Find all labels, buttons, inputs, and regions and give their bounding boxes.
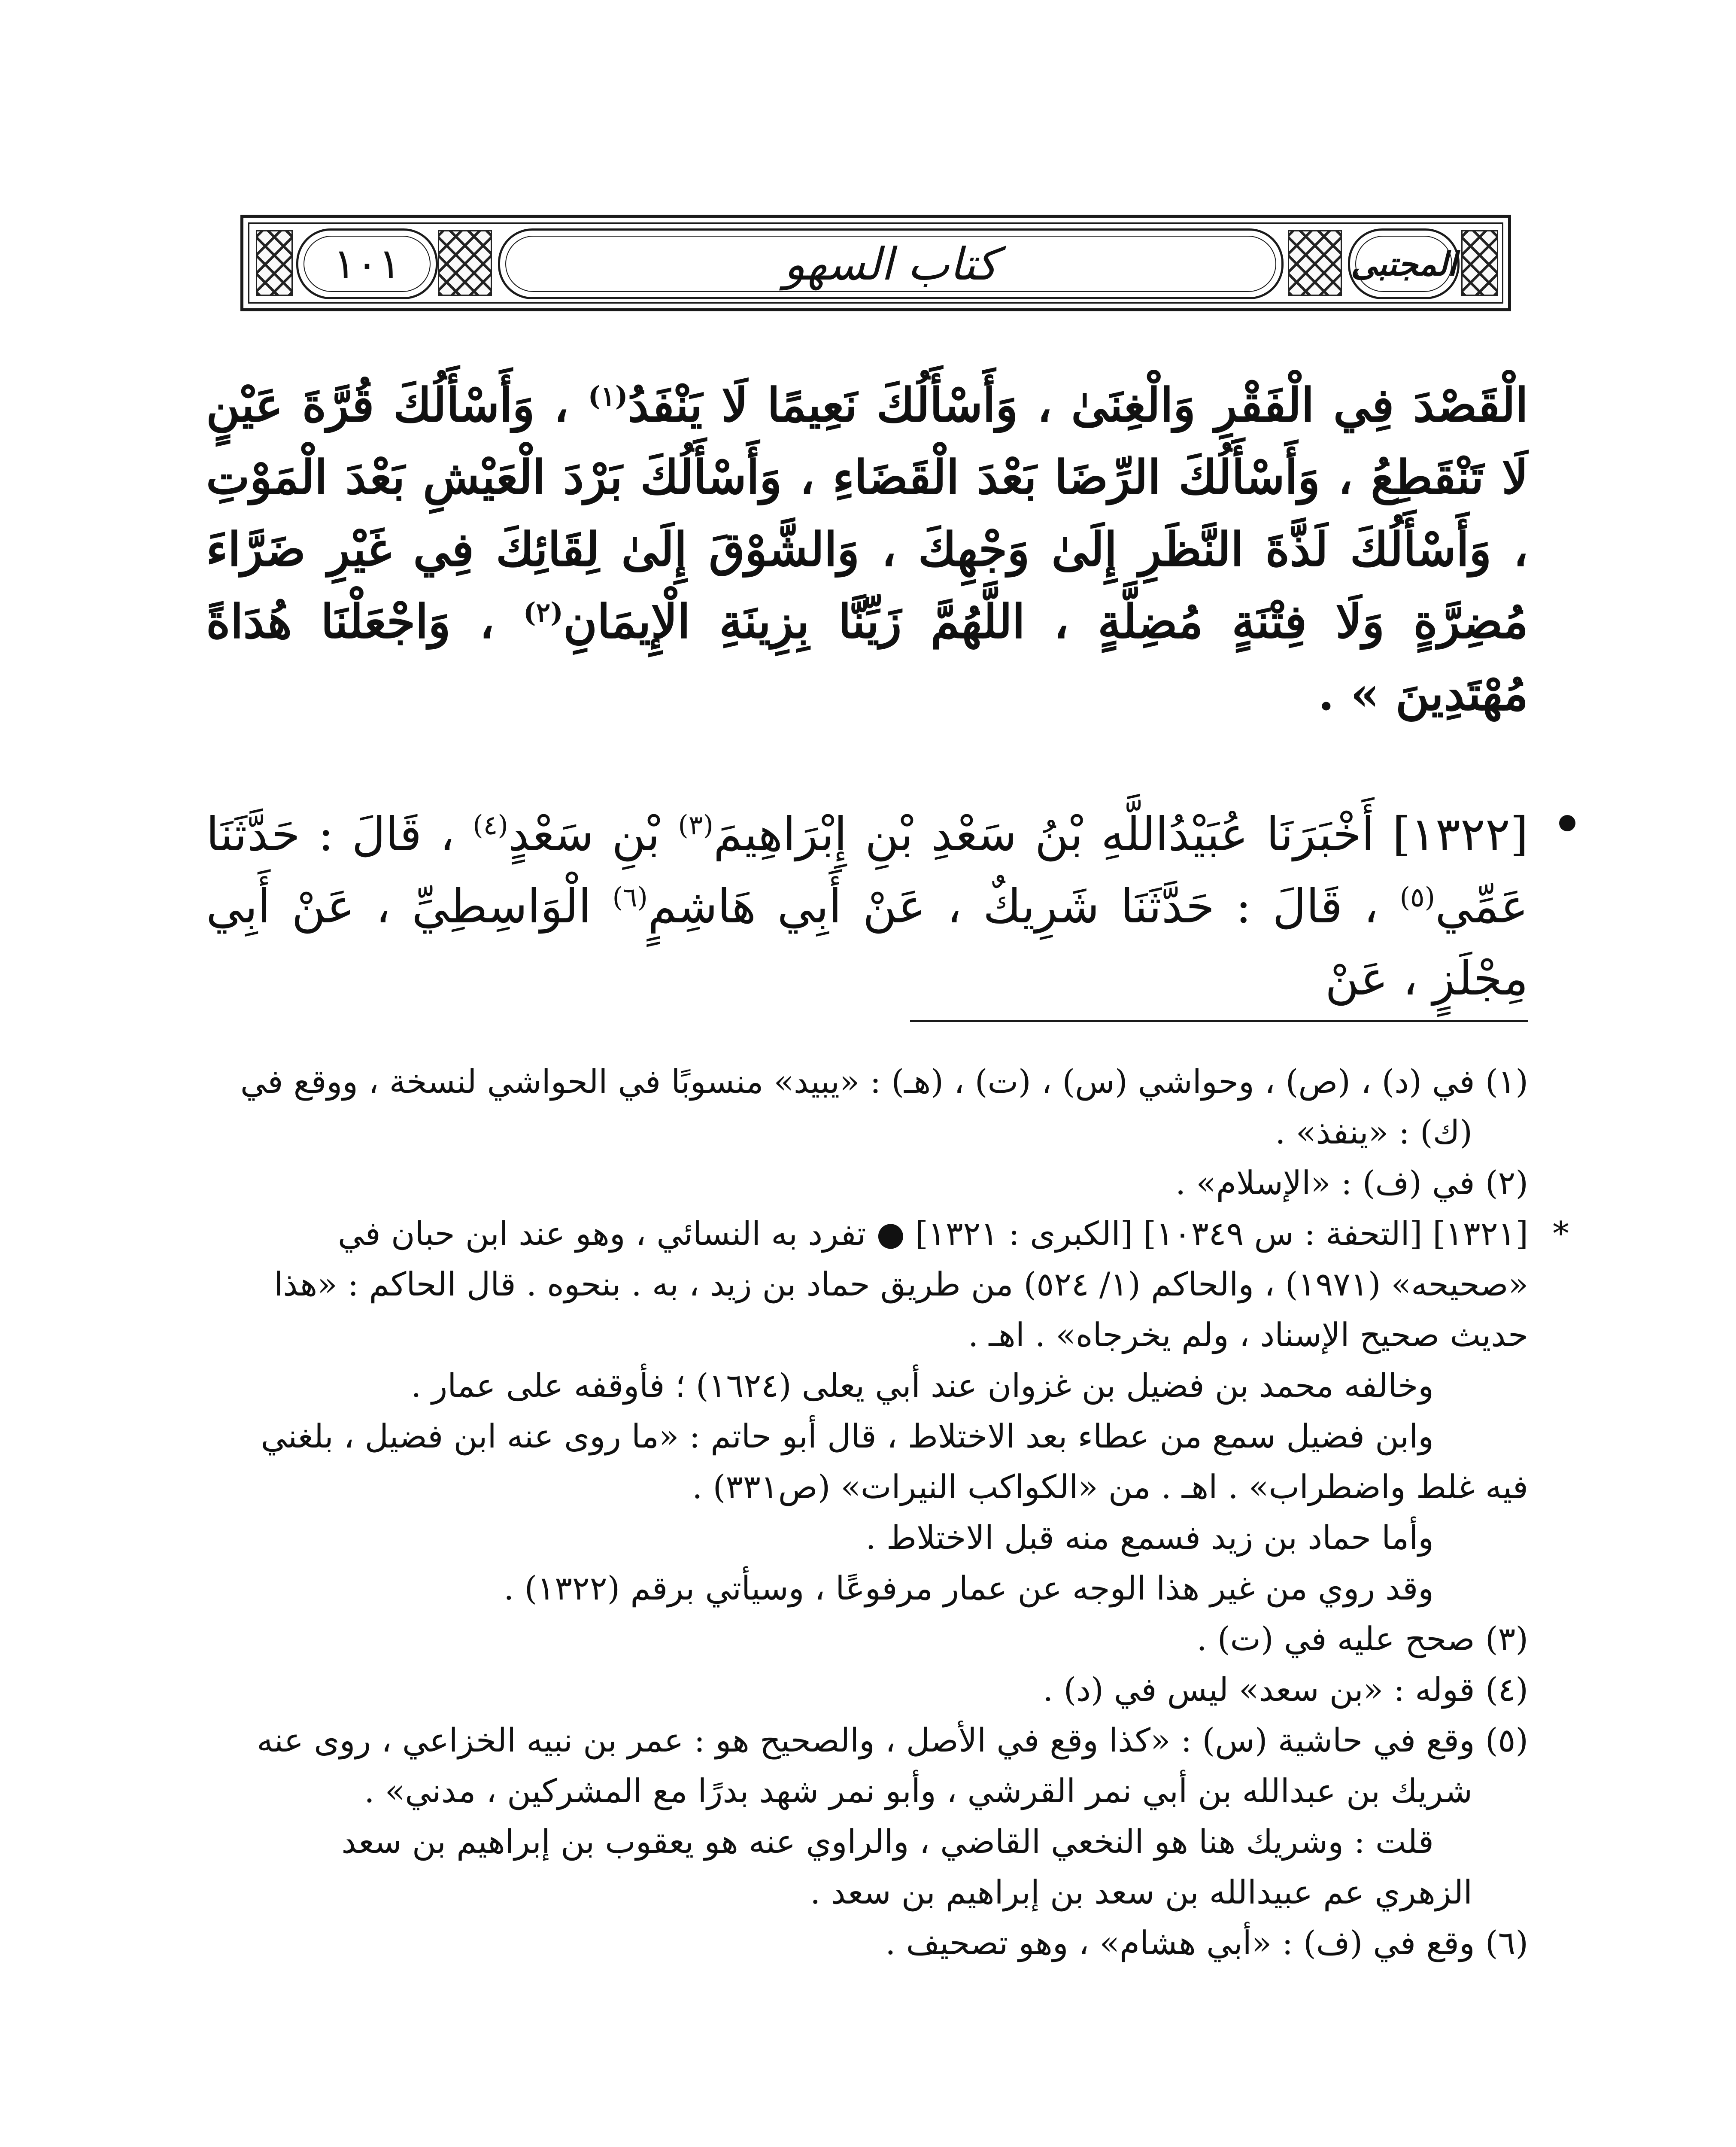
footnote-5-comment-continued: الزهري عم عبيدالله بن سعد بن إبراهيم بن سعد . [810, 1873, 1472, 1911]
footnote-5-comment: قلت : وشريك هنا هو النخعي القاضي ، والراوي عنه هو يعقوب بن إبراهيم بن سعد [341, 1822, 1434, 1861]
running-title-cartouche [498, 228, 1284, 299]
star-icon: * [1553, 1214, 1569, 1253]
ornament-pattern-right [1461, 230, 1498, 296]
hadith-number: [١٣٢٢] [1392, 808, 1528, 861]
hadith-1322: [١٣٢٢] أَخْبَرَنَا عُبَيْدُاللَّهِ بْنُ سَعْدِ بْنِ إِبْرَاهِيمَ$^{(٣)}$ بْنِ سَعْدٍ$^{(٤)}$ ، قَالَ : حَدَّثَنَا عَمِّي$^{(٥)}$ ، قَالَ : حَدَّثَنَا شَرِيكٌ ، عَنْ أَبِي هَاشِمٍ$^{(٦)}$ الْوَاسِطِيِّ ، عَنْ أَبِي مِجْلَزٍ ، عَنْ [206, 799, 1528, 1015]
footnote-1: (١) في (د) ، (ص) ، وحواشي (س) ، (ت) ، (هـ) : «يبيد» منسوبًا في الحواشي لنسخة ، ووقع في [240, 1062, 1528, 1101]
footnote-ref-5: (٥) [1399, 882, 1436, 913]
takhrij-line: وابن فضيل سمع من عطاء بعد الاختلاط ، قال أبو حاتم : «ما روى عنه ابن فضيل ، بلغني [261, 1417, 1434, 1455]
footnote-ref-3: (٣) [678, 809, 713, 841]
footnote-2: (٢) في (ف) : «الإسلام» . [1175, 1164, 1528, 1202]
footnotes [202, 1056, 1569, 2147]
hadith-1321-continuation: الْقَصْدَ فِي الْفَقْرِ وَالْغِنَىٰ ، وَأَسْأَلُكَ نَعِيمًا لَا يَنْفَدُ$^{(١)}$ ، وَأَسْأَلُكَ قُرَّةَ عَيْنٍ لَا تَنْقَطِعُ ، وَأَسْأَلُكَ الرِّضَا بَعْدَ الْقَضَاءِ ، وَأَسْأَلُكَ بَرْدَ الْعَيْشِ بَعْدَ الْمَوْتِ ، وَأَسْأَلُكَ لَذَّةَ النَّظَرِ إِلَىٰ وَجْهِكَ ، وَالشَّوْقَ إِلَىٰ لِقَائِكَ فِي غَيْرِ ضَرَّاءَ مُضِرَّةٍ وَلَا فِتْنَةٍ مُضِلَّةٍ ، اللَّهُمَّ زَيِّنَّا بِزِينَةِ الْإِيمَانِ$^{(٢)}$ ، وَاجْعَلْنَا هُدَاةً مُهْتَدِينَ » . [206, 378, 1529, 721]
footnote-ref-6: (٦) [612, 882, 648, 913]
takhrij-line: حديث صحيح الإسناد ، ولم يخرجاه» . اهـ . [968, 1316, 1528, 1354]
ornament-pattern-right-middle [1288, 230, 1342, 296]
takhrij-line: وقد روي من غير هذا الوجه عن عمار مرفوعًا ، وسيأتي برقم (١٣٢٢) . [504, 1569, 1434, 1607]
ornament-pattern-left [256, 230, 293, 296]
book-logo: المجتبى [1351, 245, 1457, 283]
bullet-icon [1559, 815, 1575, 831]
page-number: ١٠١ [333, 239, 401, 289]
footnote-divider [910, 1020, 1528, 1022]
footnote-4: (٤) قوله : «بن سعد» ليس في (د) . [1043, 1670, 1528, 1709]
footnote-6: (٦) وقع في (ف) : «أبي هشام» ، وهو تصحيف . [885, 1924, 1528, 1962]
takhrij-line: وخالفه محمد بن فضيل بن غزوان عند أبي يعلى (١٦٢٤) ؛ فأوقفه على عمار . [411, 1366, 1434, 1405]
takhrij-1321: * [١٣٢١] [التحفة : س ١٠٣٤٩] [الكبرى : ١٣٢١] ● تفرد به النسائي ، وهو عند ابن حبان في [202, 1208, 1528, 1259]
takhrij-line: فيه غلط واضطراب» . اهـ . من «الكواكب النيرات» (ص٣٣١) . [692, 1468, 1528, 1506]
page-header [240, 215, 1511, 311]
footnote-5-continued: شريك بن عبدالله بن أبي نمر القرشي ، وأبو نمر شهد بدرًا مع المشركين ، مدني» . [364, 1772, 1472, 1810]
page-number-cartouche [296, 228, 438, 299]
takhrij-line: «صحيحه» (١٩٧١) ، والحاكم (١/ ٥٢٤) من طريق حماد بن زيد ، به . بنحوه . قال الحاكم : «هذا [274, 1265, 1528, 1303]
footnote-3: (٣) صحح عليه في (ت) . [1196, 1620, 1528, 1658]
takhrij-line: وأما حماد بن زيد فسمع منه قبل الاختلاط . [865, 1518, 1434, 1557]
footnote-ref-4: (٤) [473, 809, 508, 841]
footnote-ref-2: (٢) [523, 596, 563, 628]
running-title: كتاب السهو [783, 237, 998, 290]
footnote-ref-1: (١) [588, 380, 628, 412]
footnote-5: (٥) وقع في حاشية (س) : «كذا وقع في الأصل ، والصحيح هو : عمر بن نبيه الخزاعي ، روى عنه [257, 1721, 1528, 1759]
ornament-pattern-left-middle [438, 230, 492, 296]
main-text [206, 369, 1529, 1006]
book-logo-cartouche [1348, 228, 1460, 299]
footnote-1-continued: (ك) : «ينفذ» . [1275, 1113, 1472, 1151]
